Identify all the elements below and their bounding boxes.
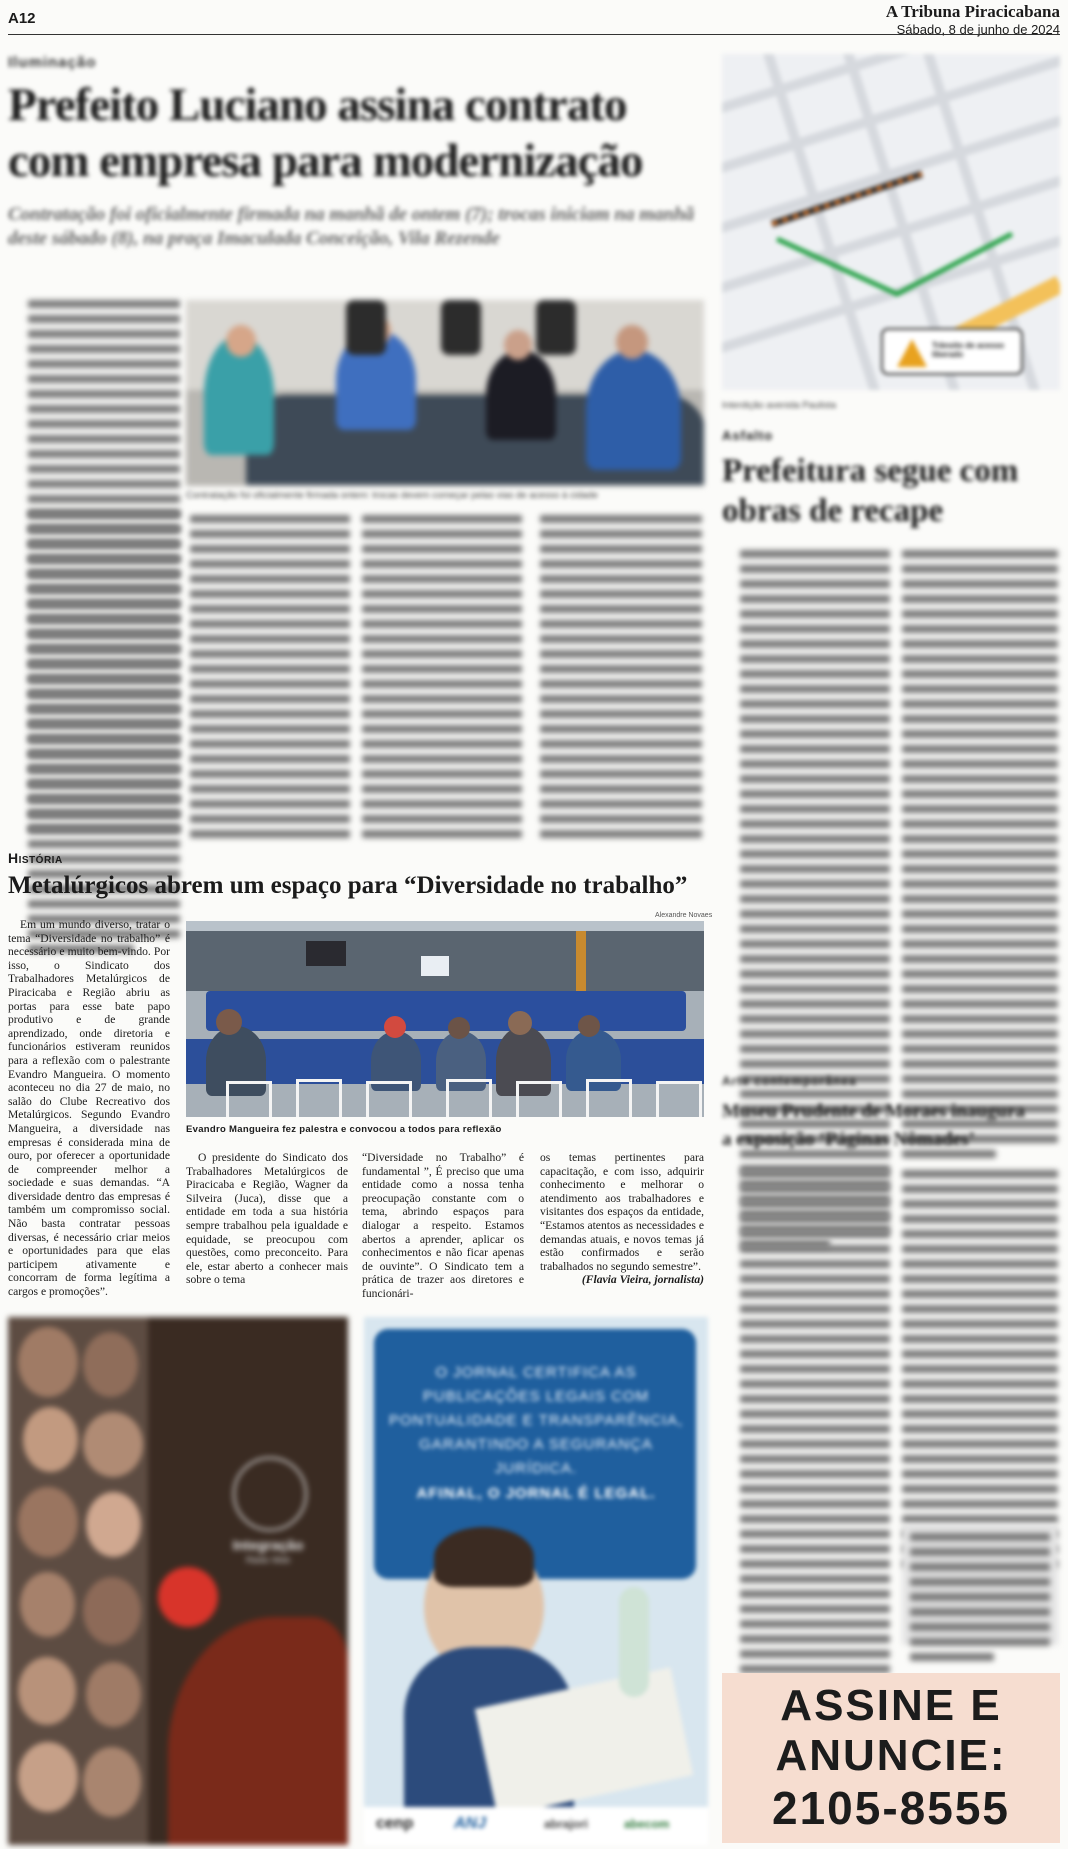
legal-ad-text: O JORNAL CERTIFICA AS PUBLICAÇÕES LEGAIS COM PONTUALIDADE E TRANSPARÊNCIA, GARANTINDO A SEGURANÇA JURÍDICA.: [388, 1364, 684, 1477]
header-rule: [8, 34, 1060, 35]
legal-publications-ad: [364, 1317, 708, 1845]
logo-abrajori: abrajori: [544, 1817, 589, 1831]
map-graphic: [722, 54, 1060, 390]
top-subhead: Contratação foi oficialmente firmada na manhã de ontem (7); trocas iniciam na manhã deste sábado (8), na praça Imaculada Conceição, Vila Rezende: [8, 204, 695, 249]
history-col1: Em um mundo diverso, tratar o tema “Diversidade no trabalho” é necessário e muito bem-vindo. Por isso, o Sindicato dos Trabalhadores Metalúrgicos de Piracicaba e Região abriu as portas para esse bate papo produtivo e de grande aprendizado, onde diretoria e funcionários estiveram reunidos para a reflexão com o palestrante Evandro Mangueira. O momento aconteceu no dia 27 de maio, no salão do Clube Recreativo dos Metalúrgicos. Segundo Evandro Mangueira, a diversidade nas empresas é considerada mina de ouro, por oferecer a oportunidade de compreender melhor a sociedade e suas demandas. “A diversidade dentro das empresas é também um compromisso social. Não basta contratar pessoas diversas, é necessário criar meios e oportunidades para que elas participem ativamente e concorram de forma legítima a cargos e promoções”.: [8, 918, 170, 1299]
top-headline-line1: Prefeito Luciano assina contrato: [8, 79, 627, 131]
masthead: [886, 2, 1060, 37]
issue-date: Sábado, 8 de junho de 2024: [896, 22, 1060, 37]
museum-headline: [722, 1098, 1062, 1154]
recape-headline-line1: Prefeitura segue com: [722, 453, 1019, 489]
newspaper-name: A Tribuna Piracicabana: [885, 2, 1060, 21]
assembly-photo: [186, 921, 704, 1117]
traffic-map: [722, 54, 1060, 390]
top-headline-line2: com empresa para modernização: [8, 135, 643, 187]
top-article-col1b: [28, 510, 180, 833]
history-kicker: História: [8, 850, 63, 866]
recape-headline-line2: obras de recape: [722, 493, 944, 529]
page-number: A12: [8, 10, 36, 27]
museum-info-box: [902, 1525, 1058, 1645]
history-col4: os temas pertinentes para capacitação, e com isso, adquirir conhecimento e melhorar o atendimento aos trabalhadores e visitantes dos espaços da entidade, “Estamos atentos as necessidades e demandas atuais, e novos temas já estão confirmados e serão trabalhados no segundo semestre”.: [540, 1151, 704, 1273]
logo-abecom: abecom: [624, 1817, 670, 1831]
museum-col2: [902, 1170, 1058, 1568]
radio-ad: [8, 1317, 348, 1845]
museum-headline-line2: a exposição ‘Páginas Nômades’: [722, 1129, 975, 1150]
top-article-col4: [540, 515, 702, 838]
history-col2: O presidente do Sindicato dos Trabalhadores Metalúrgicos de Piracicaba e Região, Wagner da Silveira (Juca), disse que a entidade em toda a sua história sempre trabalhou pela igualdade e equidade, se preocupou com questões, como preconceito. Para ele, estar aberto a conhecer mais sobre o tema: [186, 1151, 348, 1287]
recape-col2: [902, 550, 1058, 1158]
map-warning: Trânsito de acesso liberado: [932, 341, 1005, 359]
legal-ad-slogan: AFINAL, O JORNAL É LEGAL.: [416, 1485, 656, 1502]
top-article-col3: [362, 515, 522, 838]
museum-headline-line1: Museu Prudente de Moraes inaugura: [722, 1101, 1025, 1122]
recape-kicker: Asfalto: [722, 428, 774, 443]
history-byline: (Flavia Vieira, jornalista): [581, 1273, 704, 1287]
recape-article-head: [722, 428, 1062, 531]
subscribe-line2: ANUNCIE:: [775, 1731, 1007, 1780]
top-article: [8, 54, 708, 251]
recape-headline: [722, 451, 1062, 531]
top-kicker: Iluminação: [8, 54, 97, 71]
logo-anj: ANJ: [454, 1815, 487, 1832]
history-col4-wrap: [540, 1151, 704, 1286]
subscribe-line1: ASSINE E: [780, 1681, 1002, 1730]
meeting-photo: [186, 300, 704, 486]
photo-credit: Alexandre Novaes: [655, 912, 713, 919]
top-headline: [8, 77, 708, 189]
radio-subtitle: Rádio Web: [245, 1555, 291, 1565]
subscribe-phone: 2105-8555: [772, 1782, 1010, 1834]
radio-brand: Integração: [232, 1537, 304, 1553]
assembly-photo-caption: Evandro Mangueira fez palestra e convocou a todos para reflexão: [186, 1124, 502, 1135]
top-article-col2: [190, 515, 350, 838]
logo-cenp: cenp: [376, 1815, 414, 1832]
museum-kicker: Arte contemporânea: [722, 1074, 857, 1088]
subscribe-ad: [722, 1673, 1060, 1843]
museum-article-head: [722, 1074, 1062, 1154]
history-headline: Metalúrgicos abrem um espaço para “Diversidade no trabalho”: [8, 872, 688, 899]
map-caption: Interdição avenida Paulista: [722, 400, 837, 411]
history-col3: “Diversidade no Trabalho” é fundamental ”, É preciso que uma entidade como a nossa tenha preocupação constante com o tema, abrindo espaços para dialogar a respeito. Estamos abertos a aprender, aplicar os conhecimentos e não ficar apenas de ouvinte”. O Sindicato tem a prática de trazer aos diretores e funcionári-: [362, 1151, 524, 1300]
meeting-photo-caption: Contratação foi oficialmente firmada ontem: trocas devem começar pelas vias de acesso à cidade: [186, 490, 598, 501]
